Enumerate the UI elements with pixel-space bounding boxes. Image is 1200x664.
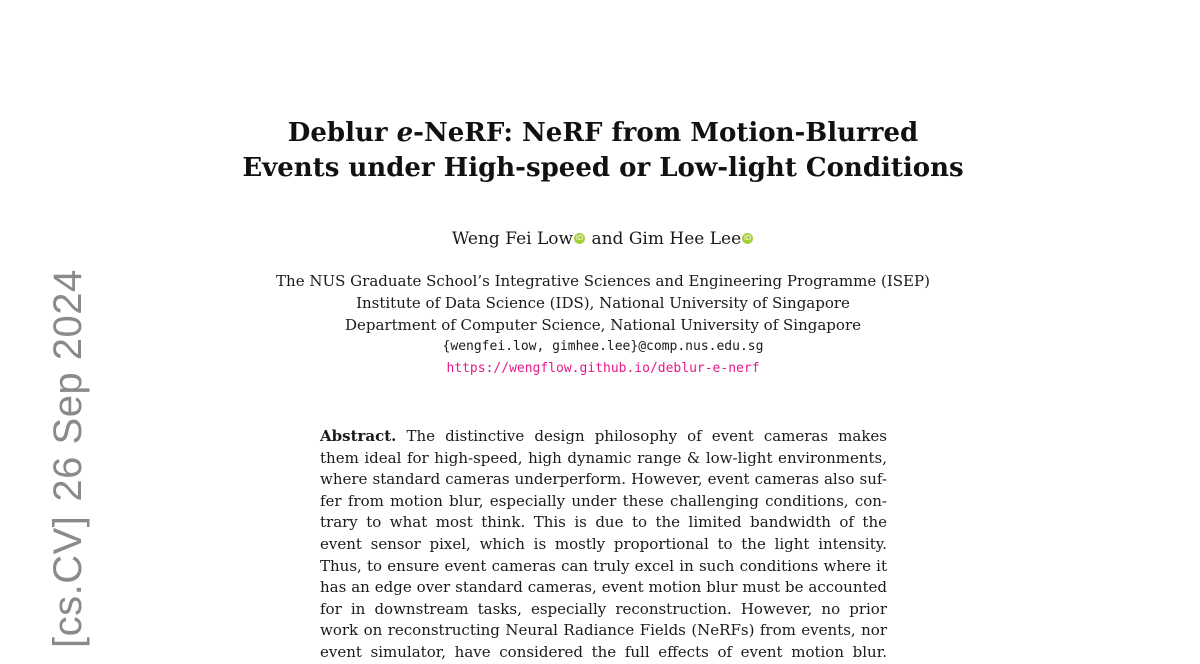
author-name: Gim Hee Lee xyxy=(628,229,742,249)
abstract-line: has an edge over standard cameras, event motion blur must be accounted xyxy=(320,578,887,597)
affiliation-line: Department of Computer Science, National University of Singapore xyxy=(344,316,861,334)
abstract-line-text: The distinctive design philosophy of event cameras makes xyxy=(396,427,887,445)
title-line-1 xyxy=(200,116,1006,151)
affiliation-line: Institute of Data Science (IDS), National University of Singapore xyxy=(356,294,850,312)
arxiv-category: [cs.CV] xyxy=(46,515,90,648)
paper-title xyxy=(200,116,1006,186)
author-list xyxy=(200,228,1006,250)
abstract-label: Abstract. xyxy=(320,427,397,445)
arxiv-stamp xyxy=(48,269,88,648)
abstract-line: trary to what most think. This is due to the limited bandwidth of the xyxy=(320,513,887,532)
author-email: {wengfei.low, gimhee.lee}@comp.nus.edu.sg xyxy=(442,339,764,354)
author-name: Weng Fei Low xyxy=(451,229,574,249)
abstract-line: fer from motion blur, especially under these challenging conditions, con- xyxy=(320,491,887,510)
abstract-line: work on reconstructing Neural Radiance Fields (NeRFs) from events, nor xyxy=(320,621,887,640)
abstract-line: for in downstream tasks, especially reconstruction. However, no prior xyxy=(320,599,887,618)
abstract xyxy=(320,426,887,664)
abstract-line: event simulator, have considered the full effects of event motion blur. xyxy=(320,642,887,661)
affiliation-line: The NUS Graduate School’s Integrative Sciences and Engineering Programme (ISEP) xyxy=(276,272,930,290)
affiliations xyxy=(200,270,1006,380)
project-url-link[interactable]: https://wengflow.github.io/deblur-e-nerf xyxy=(446,361,760,376)
orcid-icon[interactable]: iD xyxy=(575,234,584,242)
orcid-icon[interactable]: iD xyxy=(743,234,752,242)
title-part-1: Deblur xyxy=(287,118,397,148)
abstract-line: event sensor pixel, which is mostly proportional to the light intensity. xyxy=(320,534,887,553)
author-conjunction: and xyxy=(586,229,629,249)
abstract-line: where standard cameras underperform. However, event cameras also suf- xyxy=(320,470,887,489)
title-e: e xyxy=(396,118,414,148)
arxiv-date: 26 Sep 2024 xyxy=(46,269,90,502)
title-part-2: -NeRF: NeRF from Motion-Blurred xyxy=(413,118,919,148)
abstract-line: Thus, to ensure event cameras can truly excel in such conditions where it xyxy=(320,556,887,575)
abstract-line: them ideal for high-speed, high dynamic range & low-light environments, xyxy=(320,448,887,467)
abstract-line xyxy=(320,426,887,448)
title-line-2: Events under High-speed or Low-light Conditions xyxy=(242,153,964,183)
